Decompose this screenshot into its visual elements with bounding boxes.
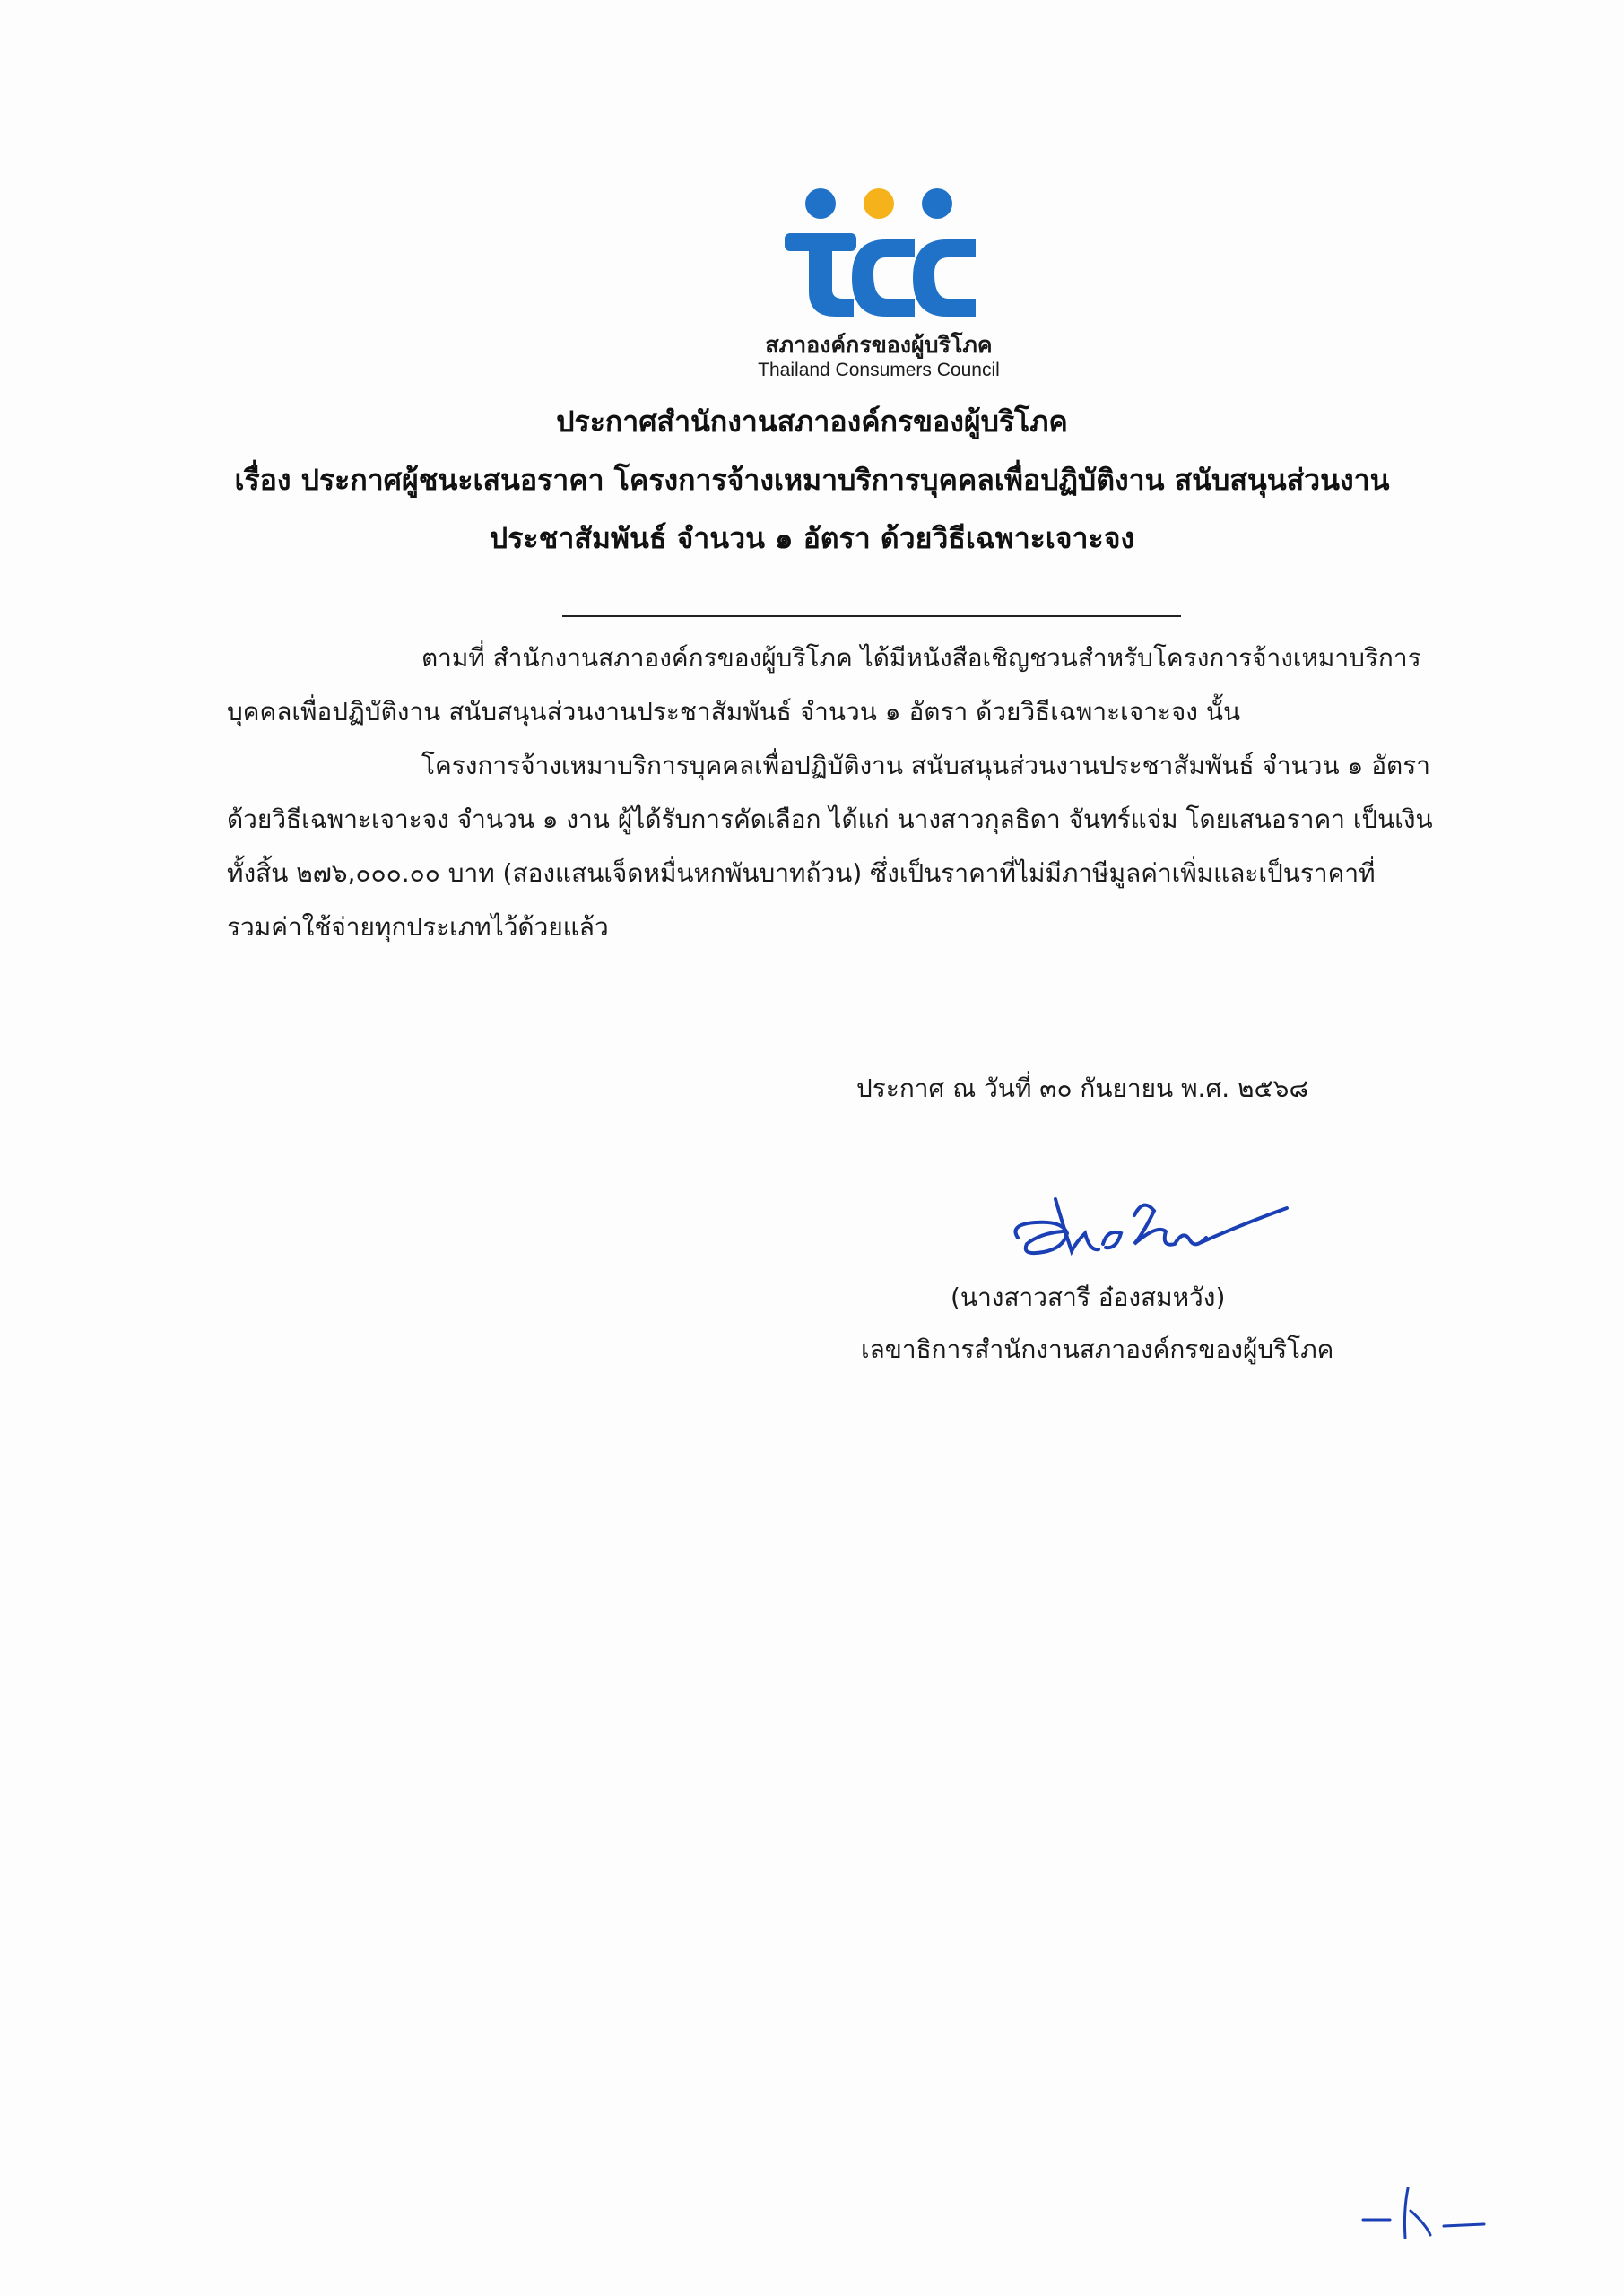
body-paragraph2-line4: รวมค่าใช้จ่ายทุกประเภทไว้ด้วยแล้ว — [227, 912, 609, 942]
signer-name: (นางสาวสารี อ๋องสมหวัง) — [951, 1283, 1226, 1312]
handwritten-initial — [1359, 2170, 1493, 2242]
announcement-date: ประกาศ ณ วันที่ ๓๐ กันยายน พ.ศ. ๒๕๖๘ — [856, 1074, 1309, 1103]
announcement-subject-line2: ประชาสัมพันธ์ จำนวน ๑ อัตรา ด้วยวิธีเฉพาะเจาะจง — [489, 521, 1135, 555]
announcement-subject-line1: เรื่อง ประกาศผู้ชนะเสนอราคา โครงการจ้างเหมาบริการบุคคลเพื่อปฏิบัติงาน สนับสนุนส่วนงาน — [234, 463, 1390, 497]
handwritten-signature — [1000, 1188, 1296, 1278]
body-paragraph1-line1: ตามที่ สำนักงานสภาองค์กรของผู้บริโภค ได้มีหนังสือเชิญชวนสำหรับโครงการจ้างเหมาบริการ — [421, 643, 1421, 673]
announcement-title: ประกาศสำนักงานสภาองค์กรของผู้บริโภค — [556, 404, 1068, 439]
tcc-logo-mark — [780, 184, 977, 318]
body-paragraph2-line3: ทั้งสิ้น ๒๗๖,๐๐๐.๐๐ บาท (สองแสนเจ็ดหมื่นหกพันบาทถ้วน) ซึ่งเป็นราคาที่ไม่มีภาษีมูลค่าเพิ่มและเป็นราคาที่ — [227, 858, 1376, 888]
body-paragraph2-line1: โครงการจ้างเหมาบริการบุคคลเพื่อปฏิบัติงาน สนับสนุนส่วนงานประชาสัมพันธ์ จำนวน ๑ อัตรา — [421, 751, 1430, 780]
title-divider — [562, 615, 1181, 617]
logo-name-english: Thailand Consumers Council — [758, 360, 1000, 380]
tcc-logo — [735, 184, 1022, 390]
body-paragraph1-line2: บุคคลเพื่อปฏิบัติงาน สนับสนุนส่วนงานประชาสัมพันธ์ จำนวน ๑ อัตรา ด้วยวิธีเฉพาะเจาะจง นั้น — [227, 697, 1241, 726]
signer-position: เลขาธิการสำนักงานสภาองค์กรของผู้บริโภค — [861, 1335, 1334, 1364]
logo-name-thai: สภาองค์กรของผู้บริโภค — [765, 332, 993, 358]
body-paragraph2-line2: ด้วยวิธีเฉพาะเจาะจง จำนวน ๑ งาน ผู้ได้รับการคัดเลือก ได้แก่ นางสาวกุลธิดา จันทร์แจ่ม โดยเสนอราคา เป็นเงิน — [227, 804, 1433, 834]
